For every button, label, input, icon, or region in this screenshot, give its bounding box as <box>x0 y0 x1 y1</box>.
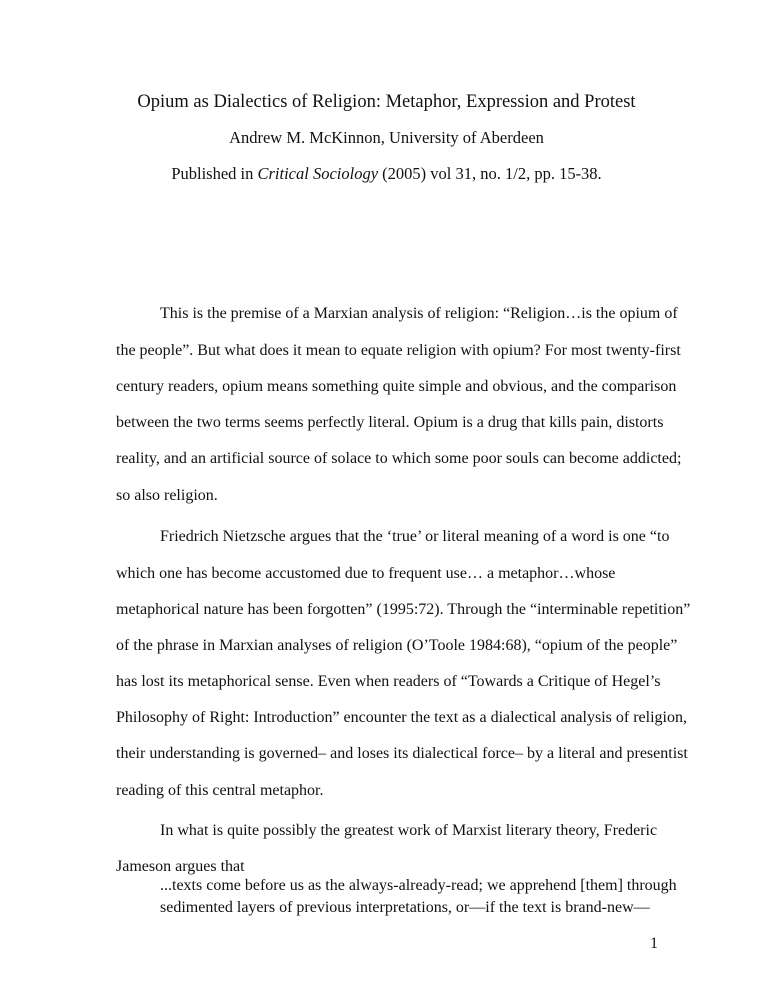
body-line: the people”. But what does it mean to equate religion with opium? For most twenty-first <box>116 342 681 359</box>
body-line: Friedrich Nietzsche argues that the ‘true’ or literal meaning of a word is one “to <box>160 528 670 545</box>
body-line: reading of this central metaphor. <box>116 782 324 799</box>
published-suffix: (2005) vol 31, no. 1/2, pp. 15-38. <box>378 164 602 183</box>
document-title: Opium as Dialectics of Religion: Metaphor, Expression and Protest <box>137 92 636 112</box>
body-line: has lost its metaphorical sense. Even when readers of “Towards a Critique of Hegel’s <box>116 673 661 690</box>
block-quote-line: sedimented layers of previous interpretations, or—if the text is brand-new— <box>160 899 650 916</box>
body-line: so also religion. <box>116 487 218 504</box>
page-number: 1 <box>650 935 658 952</box>
author-line: Andrew M. McKinnon, University of Aberdeen <box>229 128 544 147</box>
body-line: of the phrase in Marxian analyses of religion (O’Toole 1984:68), “opium of the people” <box>116 637 678 654</box>
published-prefix: Published in <box>171 164 258 183</box>
body-line: Philosophy of Right: Introduction” encounter the text as a dialectical analysis of religion, <box>116 709 687 726</box>
journal-name: Critical Sociology <box>257 164 379 183</box>
body-line: This is the premise of a Marxian analysis of religion: “Religion…is the opium of <box>160 305 678 322</box>
body-line: Jameson argues that <box>116 858 245 875</box>
body-line: reality, and an artificial source of solace to which some poor souls can become addicted; <box>116 450 682 467</box>
body-line: between the two terms seems perfectly literal. Opium is a drug that kills pain, distorts <box>116 414 664 431</box>
body-line: their understanding is governed– and loses its dialectical force– by a literal and presentist <box>116 745 688 762</box>
body-line: which one has become accustomed due to frequent use… a metaphor…whose <box>116 565 616 582</box>
body-line: In what is quite possibly the greatest work of Marxist literary theory, Frederic <box>160 822 658 839</box>
publication-line <box>0 164 773 184</box>
body-line: century readers, opium means something quite simple and obvious, and the comparison <box>116 378 677 395</box>
body-line: metaphorical nature has been forgotten” (1995:72). Through the “interminable repetition” <box>116 601 691 618</box>
block-quote-line: ...texts come before us as the always-already-read; we apprehend [them] through <box>160 877 677 894</box>
